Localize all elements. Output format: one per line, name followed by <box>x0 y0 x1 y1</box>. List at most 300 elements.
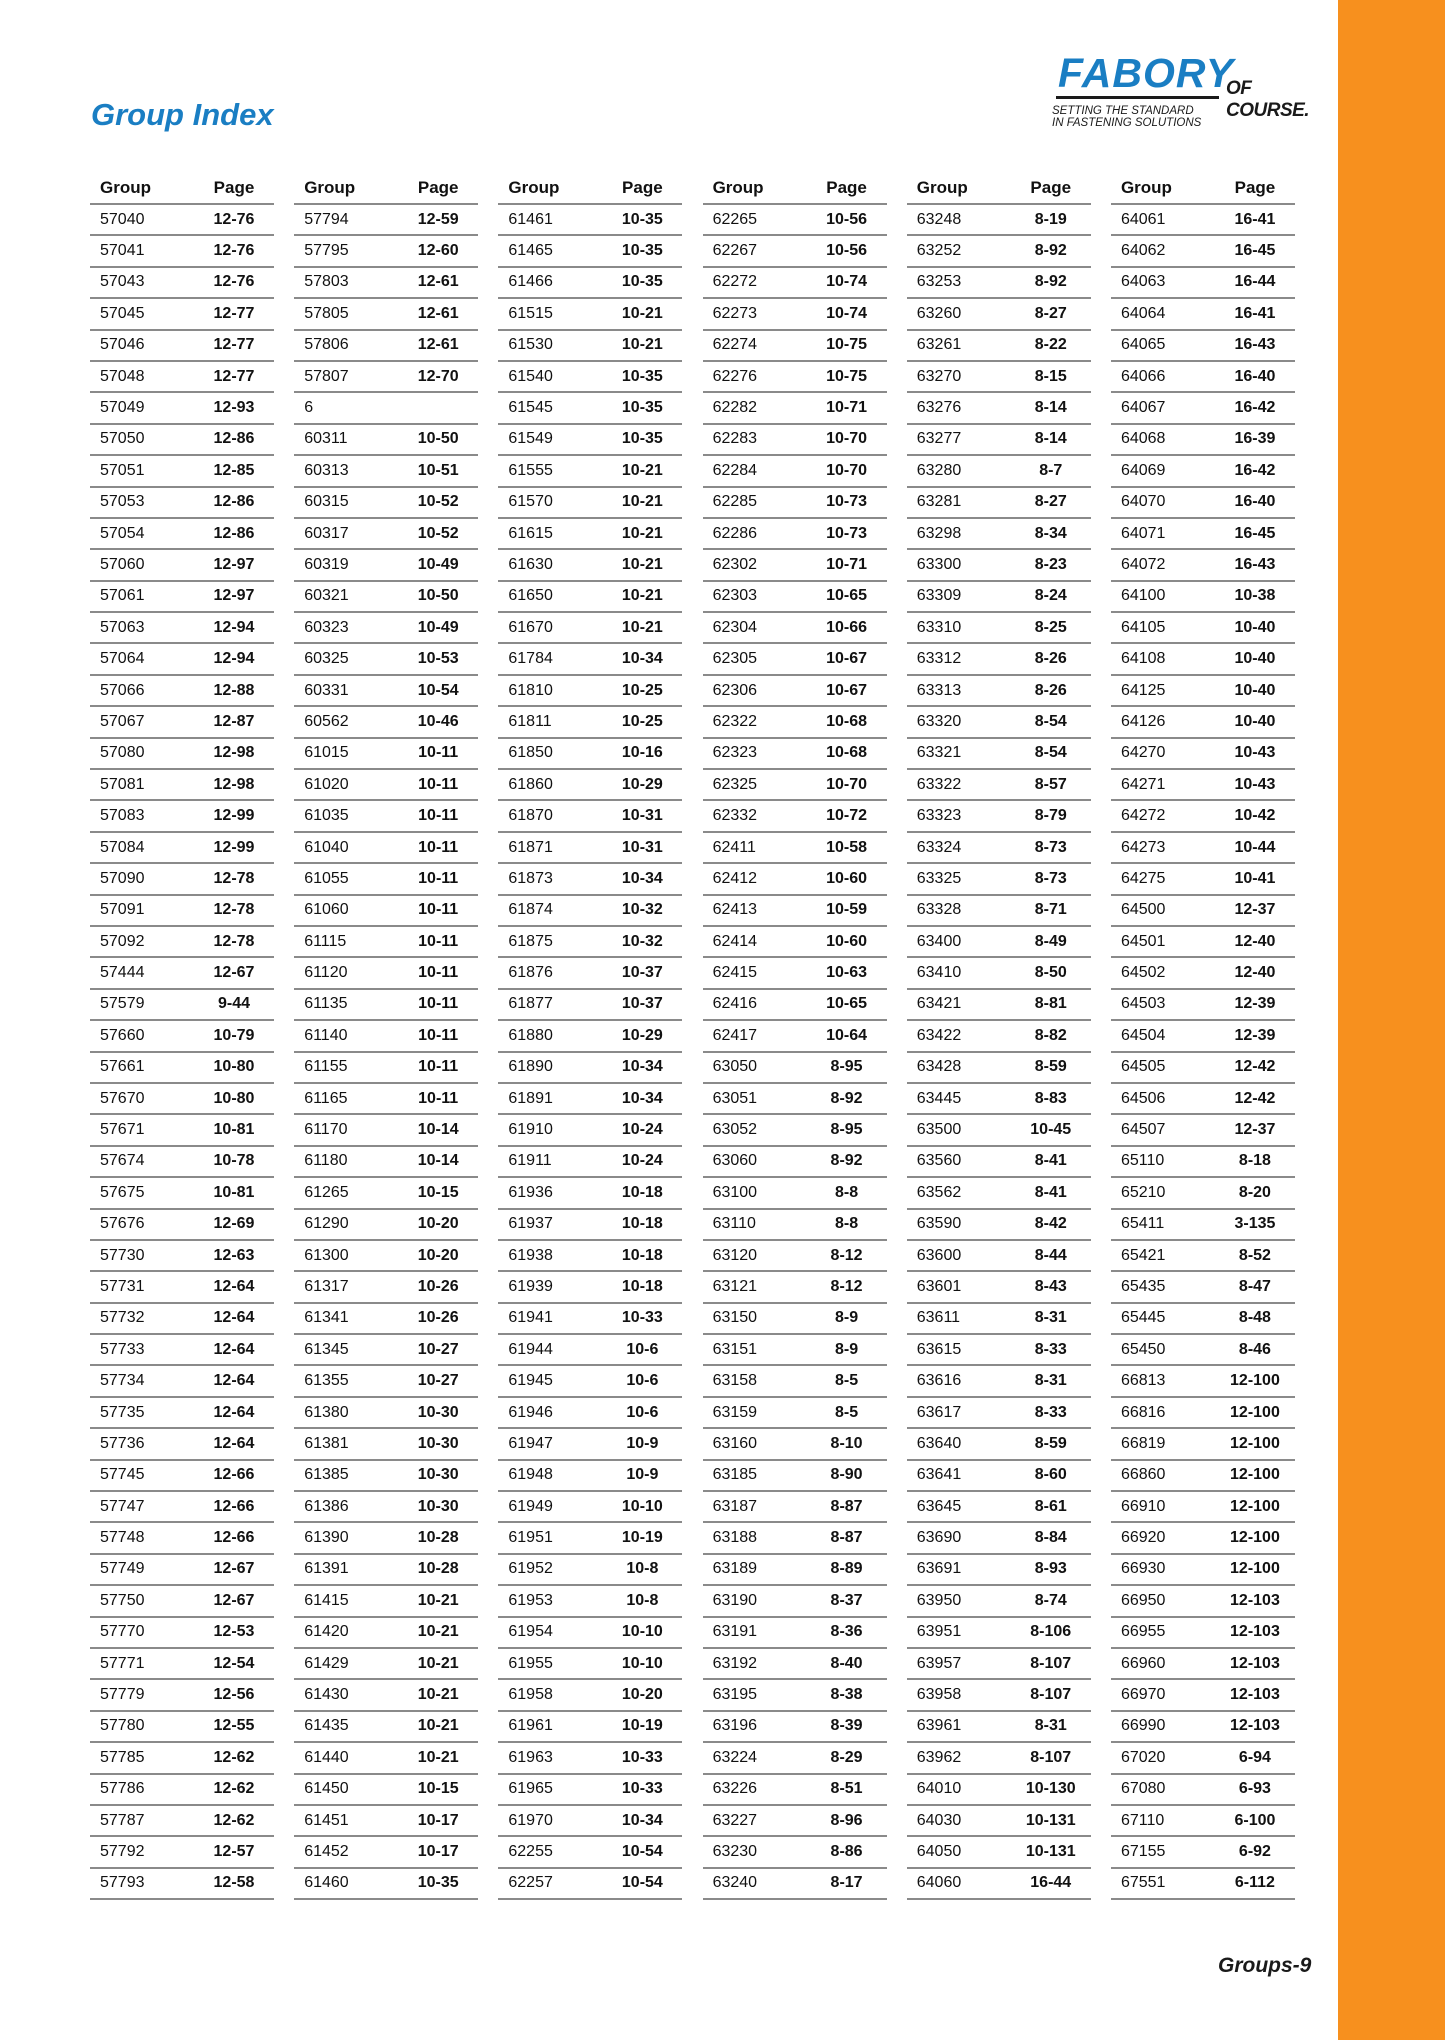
group-number: 64072 <box>1120 555 1166 573</box>
table-row <box>294 1461 478 1492</box>
table-row <box>703 1492 887 1523</box>
table-row <box>703 770 887 801</box>
table-row <box>1111 425 1295 456</box>
page-reference: 10-21 <box>621 524 663 542</box>
table-row <box>1111 1021 1295 1052</box>
group-number: 64060 <box>916 1874 962 1892</box>
table-row <box>294 1555 478 1586</box>
page-reference: 10-43 <box>1234 775 1276 793</box>
table-row <box>907 582 1091 613</box>
group-number: 63195 <box>712 1686 758 1704</box>
page-reference: 10-68 <box>826 744 868 762</box>
page-reference: 10-33 <box>621 1748 663 1766</box>
page-reference: 10-65 <box>826 587 868 605</box>
page-reference: 12-103 <box>1230 1717 1280 1735</box>
group-number: 64065 <box>1120 336 1166 354</box>
table-row <box>1111 205 1295 236</box>
page-reference: 8-61 <box>1034 1497 1067 1515</box>
table-row <box>907 1461 1091 1492</box>
page-reference: 10-11 <box>418 1089 459 1107</box>
group-number: 67020 <box>1120 1748 1166 1766</box>
page-reference: 8-73 <box>1034 838 1067 856</box>
group-number: 61937 <box>508 1215 553 1233</box>
group-number: 62323 <box>712 744 758 762</box>
page-reference: 6-93 <box>1238 1780 1271 1798</box>
table-row <box>498 456 682 487</box>
table-row <box>703 1523 887 1554</box>
page-reference: 12-86 <box>213 524 255 542</box>
group-number: 57676 <box>100 1215 145 1233</box>
group-number: 64505 <box>1120 1058 1166 1076</box>
page-reference: 10-41 <box>1234 869 1276 887</box>
page-reference: 10-27 <box>417 1372 459 1390</box>
table-row <box>294 299 478 330</box>
table-row <box>703 1775 887 1806</box>
group-number: 61876 <box>508 964 553 982</box>
group-number: 57779 <box>100 1686 145 1704</box>
table-row <box>498 1053 682 1084</box>
group-number: 62414 <box>712 932 758 950</box>
table-row <box>907 1869 1091 1900</box>
table-row <box>1111 582 1295 613</box>
page-reference: 8-73 <box>1034 869 1067 887</box>
table-row <box>1111 1837 1295 1868</box>
page-reference: 10-35 <box>621 430 663 448</box>
page-reference: 12-40 <box>1234 964 1276 982</box>
group-number: 57040 <box>100 210 145 228</box>
table-row <box>294 1743 478 1774</box>
page-reference: 12-94 <box>213 618 255 636</box>
page-reference: 12-100 <box>1230 1529 1280 1547</box>
page-reference: 10-8 <box>626 1560 659 1578</box>
page-reference: 12-100 <box>1230 1497 1280 1515</box>
table-row <box>703 1649 887 1680</box>
page-reference: 12-77 <box>213 336 255 354</box>
page-reference: 10-17 <box>417 1843 459 1860</box>
group-number: 63410 <box>916 964 962 982</box>
table-row <box>90 1115 274 1146</box>
page-reference: 10-18 <box>621 1215 663 1233</box>
table-row <box>294 1586 478 1617</box>
page-reference: 10-18 <box>621 1183 663 1201</box>
table-row <box>703 488 887 519</box>
table-row <box>90 425 274 456</box>
page-reference: 10-6 <box>626 1403 659 1421</box>
table-row <box>294 550 478 581</box>
table-row <box>907 864 1091 895</box>
group-number: 64503 <box>1120 995 1166 1013</box>
page-reference: 10-11 <box>418 869 459 887</box>
group-number: 61461 <box>508 210 553 228</box>
page-reference: 12-103 <box>1230 1623 1280 1641</box>
table-row <box>294 676 478 707</box>
page-reference: 8-9 <box>835 1340 859 1358</box>
group-number: 57675 <box>100 1183 145 1201</box>
table-row <box>498 613 682 644</box>
page-reference: 10-49 <box>417 618 459 636</box>
page-reference: 12-69 <box>213 1215 255 1233</box>
page-reference: 10-11 <box>418 744 459 762</box>
group-number: 63691 <box>916 1560 962 1578</box>
table-row <box>294 582 478 613</box>
page-reference: 12-64 <box>213 1372 255 1390</box>
group-number: 61135 <box>304 995 348 1013</box>
page-reference: 12-62 <box>213 1811 255 1829</box>
group-number: 63060 <box>712 1152 758 1170</box>
page-reference: 10-14 <box>417 1152 459 1170</box>
page-reference: 10-40 <box>1234 712 1276 730</box>
table-row <box>703 1837 887 1868</box>
table-row <box>90 331 274 362</box>
page-reference: 12-60 <box>417 242 459 260</box>
group-number: 61040 <box>304 838 349 856</box>
group-number: 57660 <box>100 1026 145 1044</box>
table-row <box>703 1461 887 1492</box>
page-reference: 10-130 <box>1025 1780 1076 1798</box>
page-reference: 8-54 <box>1034 744 1067 762</box>
table-row <box>498 236 682 267</box>
page-reference: 8-52 <box>1238 1246 1271 1264</box>
table-row <box>498 393 682 424</box>
group-number: 61944 <box>508 1340 553 1358</box>
group-number: 63051 <box>712 1089 758 1107</box>
group-number: 57735 <box>100 1403 145 1421</box>
page-reference: 8-48 <box>1238 1309 1271 1327</box>
page-reference: 10-31 <box>621 838 663 856</box>
table-row <box>907 1649 1091 1680</box>
page-reference: 8-41 <box>1034 1152 1067 1170</box>
group-number: 61390 <box>304 1529 349 1547</box>
table-row <box>1111 1461 1295 1492</box>
table-row <box>907 1084 1091 1115</box>
group-number: 62255 <box>508 1843 553 1860</box>
page-reference: 10-64 <box>826 1026 868 1044</box>
table-row <box>703 1869 887 1900</box>
table-row <box>1111 1304 1295 1335</box>
group-number: 63260 <box>916 304 962 322</box>
page-header: Page <box>622 177 663 197</box>
page-reference: 8-26 <box>1034 650 1067 668</box>
table-row <box>907 1147 1091 1178</box>
page-reference: 12-98 <box>213 775 255 793</box>
table-row <box>294 990 478 1021</box>
page-reference: 8-31 <box>1034 1372 1067 1390</box>
group-number: 64067 <box>1120 399 1166 417</box>
table-row <box>90 1806 274 1837</box>
table-row <box>90 299 274 330</box>
page-reference: 10-15 <box>417 1780 459 1798</box>
table-row <box>498 958 682 989</box>
page-reference: 8-40 <box>830 1654 863 1672</box>
page-reference: 3-135 <box>1234 1215 1276 1233</box>
table-row <box>294 1429 478 1460</box>
table-row <box>703 1053 887 1084</box>
table-row <box>498 1492 682 1523</box>
group-number: 63313 <box>916 681 962 699</box>
page-header: Page <box>417 177 459 197</box>
group-number: 61555 <box>508 461 553 479</box>
page-reference: 12-62 <box>213 1748 255 1766</box>
group-number: 61380 <box>304 1403 349 1421</box>
table-row <box>90 362 274 393</box>
page-reference: 10-30 <box>417 1497 459 1515</box>
page-reference: 10-28 <box>417 1560 459 1578</box>
table-row <box>703 676 887 707</box>
table-row <box>498 268 682 299</box>
group-number: 63950 <box>916 1591 962 1609</box>
table-row <box>703 1241 887 1272</box>
table-row <box>907 896 1091 927</box>
group-number: 61515 <box>508 304 553 322</box>
table-row <box>498 519 682 550</box>
table-row <box>294 1398 478 1429</box>
page-reference: 12-58 <box>213 1874 255 1892</box>
group-header: Group <box>100 177 151 197</box>
group-number: 65450 <box>1120 1340 1166 1358</box>
table-row <box>703 331 887 362</box>
group-number: 62257 <box>508 1874 553 1892</box>
page-reference: 8-42 <box>1034 1215 1067 1233</box>
group-header: Group <box>1120 177 1172 197</box>
group-number: 63191 <box>712 1623 758 1641</box>
index-column <box>907 172 1091 1900</box>
table-row <box>703 1210 887 1241</box>
page-reference: 8-38 <box>830 1686 863 1704</box>
group-number: 62412 <box>712 869 758 887</box>
group-number: 57080 <box>100 744 145 762</box>
table-row <box>498 1461 682 1492</box>
table-row <box>907 393 1091 424</box>
table-row <box>1111 299 1295 330</box>
group-number: 66910 <box>1120 1497 1166 1515</box>
group-number: 57745 <box>100 1466 145 1484</box>
table-row <box>907 1304 1091 1335</box>
table-row <box>1111 739 1295 770</box>
group-number: 62285 <box>712 493 758 511</box>
page-reference: 10-21 <box>621 461 663 479</box>
page-reference: 8-44 <box>1034 1246 1067 1264</box>
table-row <box>703 896 887 927</box>
table-row <box>1111 236 1295 267</box>
table-row <box>703 456 887 487</box>
table-row <box>90 1053 274 1084</box>
table-row <box>90 990 274 1021</box>
page-reference: 10-25 <box>621 681 663 699</box>
table-row <box>294 1523 478 1554</box>
page-reference: 10-14 <box>417 1121 459 1139</box>
page-reference: 10-19 <box>621 1529 663 1547</box>
index-column <box>90 172 274 1900</box>
group-number: 57748 <box>100 1529 145 1547</box>
table-row <box>1111 488 1295 519</box>
group-number: 63277 <box>916 430 962 448</box>
group-number: 61530 <box>508 336 553 354</box>
table-row <box>907 1366 1091 1397</box>
table-row <box>907 1586 1091 1617</box>
page-reference: 12-67 <box>213 964 255 982</box>
table-row <box>703 299 887 330</box>
table-row <box>498 990 682 1021</box>
group-number: 61345 <box>304 1340 349 1358</box>
logo-subtitle-line-2: IN FASTENING SOLUTIONS <box>1052 117 1202 129</box>
table-row <box>498 1021 682 1052</box>
page-reference: 12-64 <box>213 1309 255 1327</box>
page-reference: 10-21 <box>621 618 663 636</box>
group-number: 61549 <box>508 430 553 448</box>
page-reference: 8-92 <box>830 1152 863 1170</box>
page-reference: 10-20 <box>621 1686 663 1704</box>
group-number: 63252 <box>916 242 962 260</box>
table-row <box>294 1712 478 1743</box>
table-row <box>294 456 478 487</box>
table-row <box>90 770 274 801</box>
group-number: 57731 <box>100 1277 145 1295</box>
table-row <box>703 1021 887 1052</box>
table-row <box>90 1743 274 1774</box>
page-number: Groups-9 <box>1218 1954 1312 1977</box>
group-number: 63601 <box>916 1277 962 1295</box>
table-row <box>907 1429 1091 1460</box>
table-row <box>294 1837 478 1868</box>
group-number: 66860 <box>1120 1466 1166 1484</box>
group-number: 57795 <box>304 242 349 260</box>
table-row <box>498 1555 682 1586</box>
table-row <box>294 644 478 675</box>
page-reference: 12-63 <box>213 1246 255 1264</box>
page-reference: 10-73 <box>826 493 868 511</box>
group-number: 65421 <box>1120 1246 1166 1264</box>
group-number: 61952 <box>508 1560 553 1578</box>
page-reference: 8-22 <box>1034 336 1067 354</box>
page-reference: 8-84 <box>1034 1529 1067 1547</box>
group-number: 57579 <box>100 995 145 1013</box>
group-number: 63958 <box>916 1686 962 1704</box>
page-reference: 8-92 <box>1034 273 1067 291</box>
page-reference: 8-59 <box>1034 1058 1067 1076</box>
page-reference: 8-14 <box>1034 430 1067 448</box>
group-number: 63309 <box>916 587 962 605</box>
page-reference: 10-65 <box>826 995 868 1013</box>
group-number: 61891 <box>508 1089 553 1107</box>
table-row <box>703 519 887 550</box>
group-number: 57786 <box>100 1780 145 1798</box>
page-reference: 10-16 <box>621 744 663 762</box>
page-reference: 8-74 <box>1034 1591 1067 1609</box>
table-row <box>907 707 1091 738</box>
table-row <box>498 1335 682 1366</box>
table-row <box>498 1649 682 1680</box>
group-number: 60315 <box>304 493 349 511</box>
group-number: 63323 <box>916 807 962 825</box>
table-row <box>907 1712 1091 1743</box>
group-number: 57067 <box>100 712 145 730</box>
logo-tagline: OF COURSE. <box>1226 78 1310 121</box>
group-number: 57803 <box>304 273 349 291</box>
group-number: 61265 <box>304 1183 349 1201</box>
table-row <box>294 1210 478 1241</box>
group-number: 63951 <box>916 1623 962 1641</box>
table-row <box>907 1743 1091 1774</box>
page-reference: 12-54 <box>213 1654 255 1672</box>
group-number: 64125 <box>1120 681 1166 699</box>
group-number: 63298 <box>916 524 962 542</box>
table-row <box>703 268 887 299</box>
table-row <box>907 801 1091 832</box>
group-number: 61877 <box>508 995 553 1013</box>
table-row <box>703 644 887 675</box>
table-row <box>1111 770 1295 801</box>
table-row <box>703 362 887 393</box>
page-reference: 6-94 <box>1238 1748 1271 1766</box>
table-row <box>703 1398 887 1429</box>
page-reference: 8-43 <box>1034 1277 1067 1295</box>
page-reference: 10-10 <box>621 1654 663 1672</box>
page-reference: 8-87 <box>830 1497 863 1515</box>
table-row <box>1111 1084 1295 1115</box>
group-number: 66990 <box>1120 1717 1166 1735</box>
group-number: 62286 <box>712 524 758 542</box>
table-row <box>498 1523 682 1554</box>
page-reference: 10-80 <box>213 1058 255 1076</box>
table-row <box>907 425 1091 456</box>
table-row <box>294 1869 478 1900</box>
group-number: 62283 <box>712 430 758 448</box>
page-reference: 10-30 <box>417 1434 459 1452</box>
group-number: 64066 <box>1120 367 1166 385</box>
table-row <box>498 1398 682 1429</box>
table-row <box>907 550 1091 581</box>
table-row <box>90 1492 274 1523</box>
group-number: 63957 <box>916 1654 962 1672</box>
logo-subtitle-line-1: SETTING THE STANDARD <box>1052 105 1194 117</box>
page-reference: 10-18 <box>621 1246 663 1264</box>
group-number: 64050 <box>916 1843 962 1860</box>
table-row <box>1111 1680 1295 1711</box>
page-reference: 8-92 <box>1034 242 1067 260</box>
table-row <box>294 1053 478 1084</box>
table-row <box>498 896 682 927</box>
group-number: 61911 <box>508 1152 552 1170</box>
group-number: 61466 <box>508 273 553 291</box>
table-row <box>498 1147 682 1178</box>
page-reference: 8-14 <box>1034 399 1067 417</box>
table-row <box>294 362 478 393</box>
page-reference: 10-70 <box>826 461 868 479</box>
group-number: 61630 <box>508 555 553 573</box>
table-row <box>90 1555 274 1586</box>
page-reference: 12-76 <box>213 210 255 228</box>
table-row <box>294 1084 478 1115</box>
group-number: 61429 <box>304 1654 349 1672</box>
page-reference: 10-37 <box>621 964 663 982</box>
group-number: 64500 <box>1120 901 1166 919</box>
index-column <box>703 172 887 1900</box>
group-number: 61155 <box>304 1058 348 1076</box>
group-number: 63312 <box>916 650 962 668</box>
table-row <box>1111 362 1295 393</box>
page-reference: 10-56 <box>826 242 868 260</box>
table-row <box>294 236 478 267</box>
table-row <box>703 1618 887 1649</box>
group-number: 61386 <box>304 1497 349 1515</box>
page-header: Page <box>213 177 255 197</box>
page-reference: 10-78 <box>213 1152 255 1170</box>
page-reference: 10-40 <box>1234 650 1276 668</box>
table-row <box>1111 801 1295 832</box>
group-number: 57736 <box>100 1434 145 1452</box>
group-index-table <box>90 172 1315 1900</box>
group-number: 61948 <box>508 1466 553 1484</box>
